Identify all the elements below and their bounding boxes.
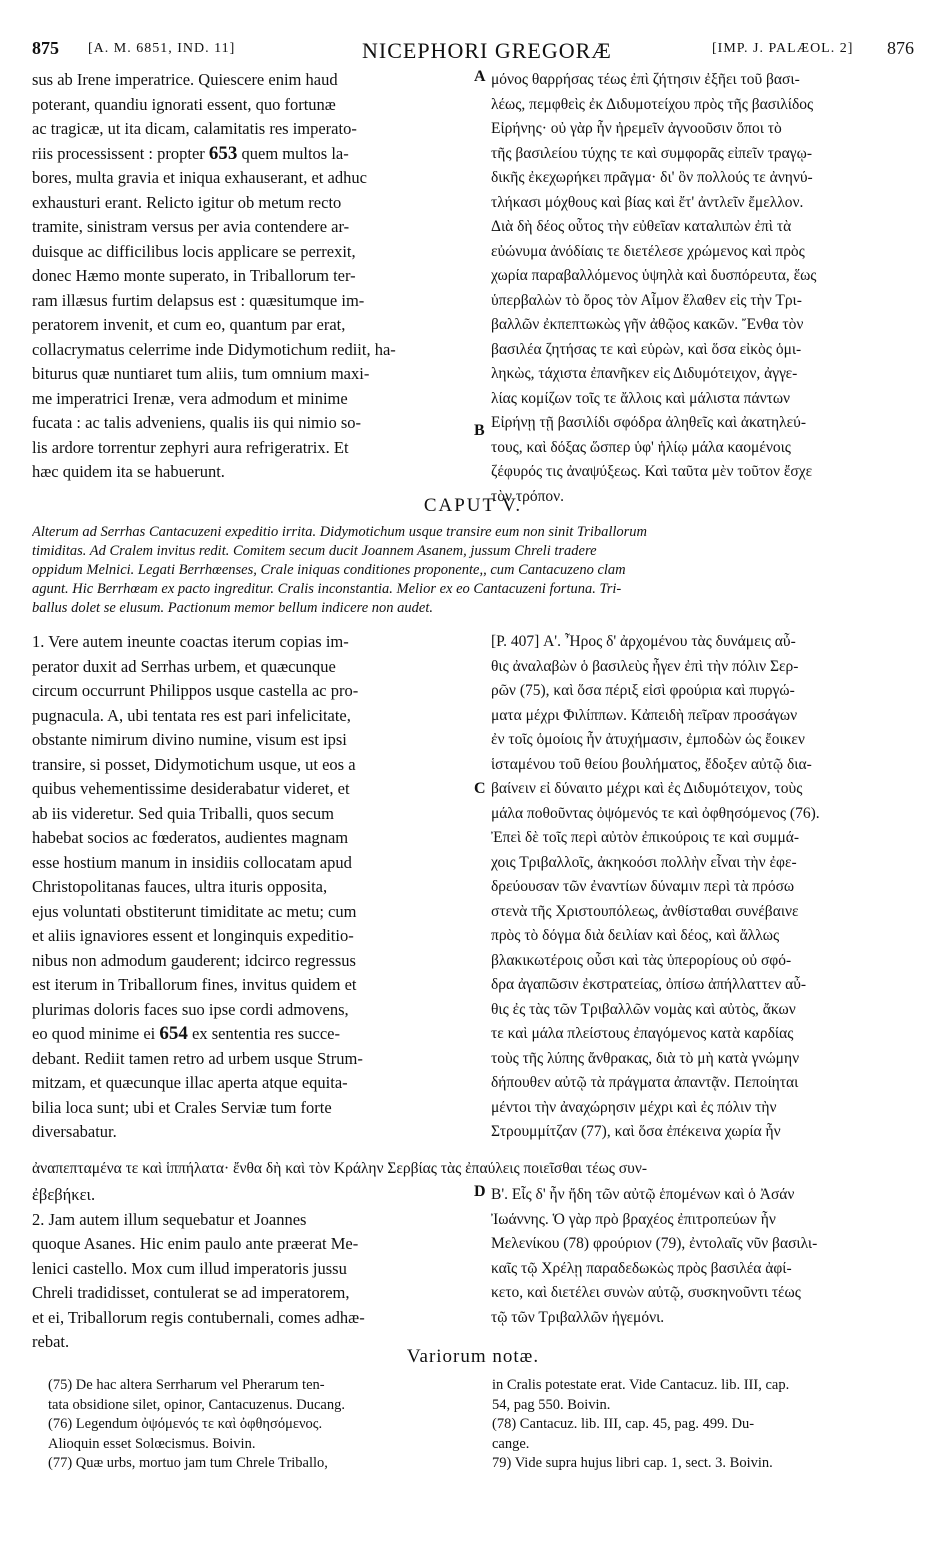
greek-line: βασιλέα ζητήσας τε καὶ εὑρὼν, καὶ ὅσα εἰκὸς ὁμι- <box>491 340 802 358</box>
header-title: NICEPHORI GREGORÆ <box>362 38 612 63</box>
original-page-number: 653 <box>208 142 238 164</box>
greek-spanning-line: ἀναπεπταμένα τε καὶ ἱππήλατα· ἔνθα δὴ καὶ τὸν Κράλην Σερβίας τὰς ἐπαύλεις ποιεῖσθαι τέως συν- <box>32 1160 648 1177</box>
greek-line: Στρουμμίτζαν (77), καὶ ὅσα ἐπέκεινα χωρία ἦν <box>491 1123 781 1140</box>
latin-line: obstante nimirum divino numine, visum est ipsi <box>32 730 347 749</box>
note-line: tata obsidione silet, opinor, Cantacuzenus. Ducang. <box>48 1396 345 1413</box>
greek-line: στενὰ τῆς Χριστουπόλεως, ἀνθίσταθαι συνέβαινε <box>491 902 799 920</box>
notes-heading: Variorum notæ. <box>406 1346 540 1367</box>
latin-line: lis ardore torrentur zephyri aura refrigeratrix. Et <box>32 437 349 457</box>
note-line: cange. <box>492 1435 530 1452</box>
latin-line: diversabatur. <box>32 1122 117 1141</box>
greek-line: τὸν τρόπον. <box>491 487 565 505</box>
latin-line: debant. Rediit tamen retro ad urbem usque Strum- <box>32 1048 363 1068</box>
latin-line: duisque ac difficilibus locis applicare se perrexit, <box>32 241 356 261</box>
running-header <box>32 38 914 66</box>
greek-line: ζέφυρός τις ἀναψύξεως. Καὶ ταῦτα μὲν τοῦτον ἔσχε <box>491 463 813 480</box>
summary-line: timiditas. Ad Cralem invitus redit. Comitem secum ducit Joannem Asanem, jussum Chreli tradere <box>32 543 597 559</box>
latin-line: nibus non admodum gauderent; idcirco regressus <box>32 950 356 970</box>
latin-column-top <box>32 68 472 485</box>
greek-line: καῖς τῷ Χρέλῃ παραδεδωκὼς πρὸς βασιλέα ἀφί- <box>491 1259 792 1277</box>
greek-line: Ἐπεὶ δὲ τοῖς περὶ αὐτὸν ἐπικούροις τε καὶ συμμά- <box>491 829 800 846</box>
notes-left-column <box>48 1376 478 1474</box>
page-number-left: 875 <box>32 38 59 58</box>
greek-line: θις ἐς τὰς τῶν Τριβαλλῶν νομὰς καὶ αὐτὸς, ἄκων <box>491 1000 796 1018</box>
latin-line: ab iis videretur. Sed quia Triballi, quos secum <box>32 803 335 823</box>
greek-line: κετο, καὶ διετέλει συνὼν αὐτῷ, συσκηνοῦντι τέως <box>491 1284 801 1301</box>
chapter-heading: CAPUT V. <box>423 495 523 516</box>
latin-line: Chreli tradidisset, contulerat se ad imperatorem, <box>32 1283 350 1302</box>
greek-line: Μελενίκου (78) φρούριον (79), ἐντολαῖς νῦν βασιλι- <box>491 1235 818 1252</box>
greek-line: [P. 407] Α'. Ἦρος δ' ἀρχομένου τὰς δυνάμεις αὖ- <box>491 633 796 650</box>
greek-line: ἱσταμένου τοῦ θείου βουλήματος, ἔδοξεν αὐτῷ δια- <box>491 755 812 773</box>
chapter-summary <box>32 523 916 618</box>
latin-line: bilia loca sunt; ubi et Crales Serviæ tum forte <box>32 1097 332 1117</box>
greek-line: λέως, πεμφθεὶς ἐκ Διδυμοτείχου πρὸς τῆς βασιλίδος <box>491 95 814 113</box>
greek-line: τῆς βασιλείου τύχης τε καὶ συμφορᾶς εἰπεῖν τραγῳ- <box>491 144 812 162</box>
greek-line: Εἰρήνῃ τῇ βασιλίδι σφόδρα ἀληθεῖς καὶ ἀκατηλεύ- <box>491 414 807 431</box>
note-line: (75) De hac altera Serrharum vel Pherarum ten- <box>48 1377 325 1393</box>
greek-column-bottom <box>491 1183 916 1330</box>
latin-line: eo quod minime ei 654 ex sententia res succe- <box>32 1023 340 1044</box>
greek-column-middle <box>491 630 916 1145</box>
latin-line: sus ab Irene imperatrice. Quiescere enim haud <box>32 70 338 89</box>
greek-line: μόνος θαρρήσας τέως ἐπὶ ζήτησιν ἐξῆει τοῦ βασι- <box>491 71 800 88</box>
latin-line: peratorem invenit, et cum eo, quantum par erat, <box>32 315 346 334</box>
greek-line: Διὰ δὴ δέος οὗτος τὴν εὐθεῖαν καταλιπὼν ἐπὶ τὰ <box>491 218 792 235</box>
greek-line: ὑπερβαλὼν τὸ ὄρος τὸν Αἶμον ἔλαθεν εἰς τὴν Τρι- <box>491 291 802 309</box>
greek-line: ρῶν (75), καὶ ὅσα πέριξ εἰσὶ φρούρια καὶ πυργώ- <box>491 682 795 699</box>
greek-line: λίας κομίζων τοῖς τε ἄλλοις καὶ μάλιστα πάντων <box>491 389 791 407</box>
note-line: (78) Cantacuz. lib. III, cap. 45, pag. 499. Du- <box>492 1416 755 1432</box>
greek-line: ληκὼς, τάχιστα ἐπανῆκεν εἰς Διδυμότειχον, ἀγγε- <box>491 365 798 382</box>
latin-line: ejus voluntati obstiterunt timiditate ac metu; cum <box>32 901 357 921</box>
greek-line: τε καὶ μάλα πλείστους ἐπαγόμενος κατὰ καρδίας <box>491 1025 794 1042</box>
greek-column-top <box>491 68 916 509</box>
latin-line: et aliis ignaviores essent et longinquis expeditio- <box>32 926 354 945</box>
summary-line: agunt. Hic Berrhœam ex pacto ingreditur. Cralis inconstantia. Melior ex eo Cantacuzeni fortuna. Tri- <box>32 581 622 597</box>
latin-column-bottom <box>32 1183 472 1355</box>
greek-line: πρὸς τὸ δόγμα διὰ δειλίαν καὶ δέος, καὶ ἄλλως <box>491 927 780 944</box>
latin-line: transire, si posset, Didymotichum usque, ut eos a <box>32 754 356 774</box>
margin-marker-c: C <box>474 780 486 797</box>
latin-line: donec Hæmo monte superato, in Triballorum ter- <box>32 266 356 285</box>
greek-line: δήπουθεν αὐτῷ τὰ πράγματα ἀπαντᾷν. Πεποίηται <box>491 1074 799 1091</box>
latin-line: quoque Asanes. Hic enim paulo ante præerat Me- <box>32 1234 359 1253</box>
latin-line: me imperatrici Irenæ, vera admodum et minime <box>32 388 348 408</box>
latin-line: collacrymatus celerrime inde Didymotichum rediit, ha- <box>32 339 396 359</box>
latin-line: biturus quæ nuntiaret tum aliis, tum omnium maxi- <box>32 364 370 383</box>
latin-line: ac tragicæ, ut ita dicam, calamitatis res imperato- <box>32 119 357 138</box>
latin-line: quibus vehementissime desiderabatur videret, et <box>32 779 350 798</box>
latin-line: hæc quidem ita se habuerunt. <box>32 462 225 481</box>
note-line: (77) Quæ urbs, mortuo jam tum Chrele Triballo, <box>48 1455 328 1471</box>
greek-line: χοις Τριβαλλοῖς, ἀκηκοόσι πολλὴν εἶναι τὴν ἐφε- <box>491 853 797 871</box>
latin-line: est iterum in Triballorum fines, invitus quidem et <box>32 975 357 994</box>
greek-line: ἐν τοῖς ὁμοίοις ἦν ἀτυχήμασιν, ἐμποδὼν ὡς ἔοικεν <box>491 731 805 748</box>
greek-line: δρα ἀγαπῶσιν ἐκστρατείας, ὀπίσω ἀπήλλαττεν αὖ- <box>491 976 807 993</box>
greek-line: θις ἀναλαβὼν ὁ βασιλεὺς ἦγεν ἐπὶ τὴν πόλιν Σερ- <box>491 657 799 675</box>
greek-line: Β'. Εἷς δ' ἦν ἤδη τῶν αὐτῷ ἑπομένων καὶ ὁ Ἀσάν <box>491 1186 795 1203</box>
greek-line: Εἰρήνης· οὐ γὰρ ἦν ἠρεμεῖν ἀγνοοῦσιν ὅποι τὸ <box>491 120 782 137</box>
greek-line: χωρία παραβαλλόμενος ὑψηλὰ καὶ δυσπόρευτα, ἕως <box>491 267 817 284</box>
latin-line: fucata : ac talis adveniens, qualis iis qui nimio so- <box>32 413 362 432</box>
latin-line: ἐβεβήκει. <box>32 1185 96 1204</box>
greek-line: εὐώνυμα ἀνόδίαις τε διετέλεσε χρώμενος καὶ πρὸς <box>491 242 805 260</box>
latin-line: riis processissent : propter 653 quem multos la- <box>32 142 349 164</box>
latin-line: Christopolitanas fauces, ultra ituris opposita, <box>32 877 328 896</box>
greek-line: τλήκασι μόχθους καὶ βίας καὶ ἔτ' ἀντλεῖν ἔμελλον. <box>491 193 804 211</box>
greek-line: δικῆς ἐκεχωρήκει πρᾶγμα· δι' ὃν πολλούς τε ἀνηνύ- <box>491 169 813 186</box>
latin-line: et ei, Triballorum regis contubernali, comes adhæ- <box>32 1307 365 1327</box>
page-number-right: 876 <box>887 38 914 58</box>
latin-line: lenici castello. Mox cum illud imperatoris jussu <box>32 1258 347 1278</box>
latin-line: poterant, quandiu ignorati essent, quo fortunæ <box>32 94 336 114</box>
latin-line: habebat socios ac fœderatos, audientes magnam <box>32 828 349 847</box>
note-line: (76) Legendum ὀψόμενός τε καὶ ὀφθησόμενος. <box>48 1416 323 1432</box>
latin-line: mitzam, et quæcunque illac aperta atque equita- <box>32 1073 348 1092</box>
greek-line: τους, καὶ δόξας ὥσπερ ὑφ' ἡλίῳ μάλα καομένοις <box>491 438 791 456</box>
latin-line: exhausturi erant. Relicto igitur ob metum recto <box>32 192 342 212</box>
summary-line: oppidum Melnici. Legati Berrhœenses, Crale iniquas conditiones proponente,, cum Cantacuzeno clam <box>32 562 626 578</box>
greek-line: βαίνειν εἰ δύναιτο μέχρι καὶ ἐς Διδυμότειχον, τοὺς <box>491 780 803 797</box>
original-page-number: 654 <box>159 1023 188 1044</box>
greek-line: μέντοι τὴν ἀναχώρησιν μέχρι καὶ ἐς πόλιν τὴν <box>491 1098 777 1116</box>
summary-line: ballus dolet se elusum. Pactionum memor bellum indicere non audet. <box>32 600 433 616</box>
latin-line: tramite, sinistram versus per avia contendere ar- <box>32 217 350 236</box>
latin-column-middle <box>32 630 472 1145</box>
greek-line: τοὺς τῆς λύπης ἄνθρακας, διὰ τὸ μὴ κατὰ γνώμην <box>491 1049 800 1067</box>
greek-line: βαλλῶν ἐκπεπτωκὼς γῆν ἀθῷος κακῶν. Ἔνθα τὸν <box>491 316 804 333</box>
note-line: Alioquin esset Solœcismus. Boivin. <box>48 1435 256 1452</box>
summary-line: Alterum ad Serrhas Cantacuzeni expeditio irrita. Didymotichum usque transire eum non sinit Triballorum <box>32 524 648 540</box>
margin-marker-d: D <box>474 1183 486 1200</box>
latin-line: bores, multa gravia et iniqua exhauserant, et adhuc <box>32 168 367 187</box>
notes-right-column <box>492 1376 917 1474</box>
greek-line: τῷ τῶν Τριβαλλῶν ἡγεμόνι. <box>491 1308 665 1326</box>
header-meta-left: [A. M. 6851, IND. 11] <box>88 41 236 56</box>
latin-line: pugnacula. A, ubi tentata res est pari infelicitate, <box>32 705 351 725</box>
latin-line: perator duxit ad Serrhas urbem, et quæcunque <box>32 656 336 676</box>
margin-marker-a: A <box>474 68 486 85</box>
latin-line: esse hostium manum in insidiis collocatam apud <box>32 852 352 872</box>
latin-line: plurimas doloris faces suo ipse cordi admovens, <box>32 999 349 1019</box>
note-line: in Cralis potestate erat. Vide Cantacuz. lib. III, cap. <box>492 1377 790 1393</box>
note-line: 54, pag 550. Boivin. <box>492 1396 611 1413</box>
latin-line: 2. Jam autem illum sequebatur et Joannes <box>32 1209 307 1229</box>
latin-line: ram illæsus furtim delapsus est : quæsitumque im- <box>32 290 365 310</box>
greek-line: Ἰωάννης. Ὁ γὰρ πρὸ βραχέος ἐπιτροπεύων ἦν <box>491 1210 776 1228</box>
margin-marker-b: B <box>474 422 485 439</box>
note-line: 79) Vide supra hujus libri cap. 1, sect. 3. Boivin. <box>492 1455 773 1471</box>
latin-line: circum occurrunt Philippos usque castella ac pro- <box>32 681 359 700</box>
latin-line: 1. Vere autem ineunte coactas iterum copias im- <box>32 632 349 651</box>
greek-line: βλακικωτέροις οὖσι καὶ τὰς ὑπερορίους οὐ σφό- <box>491 951 792 969</box>
latin-line: rebat. <box>32 1332 70 1351</box>
header-meta-right: [IMP. J. PALÆOL. 2] <box>712 41 854 56</box>
greek-line: μάλα ποθοῦντας ὀψόμενός τε καὶ ὀφθησόμενος (76). <box>491 804 820 822</box>
greek-line: δρεύουσαν τῶν ἐναντίων δύναμιν περὶ τὰ πρόσω <box>491 878 795 895</box>
greek-line: ματα μέχρι Φιλίππων. Κἀπειδὴ πεῖραν προσάγων <box>491 706 798 724</box>
